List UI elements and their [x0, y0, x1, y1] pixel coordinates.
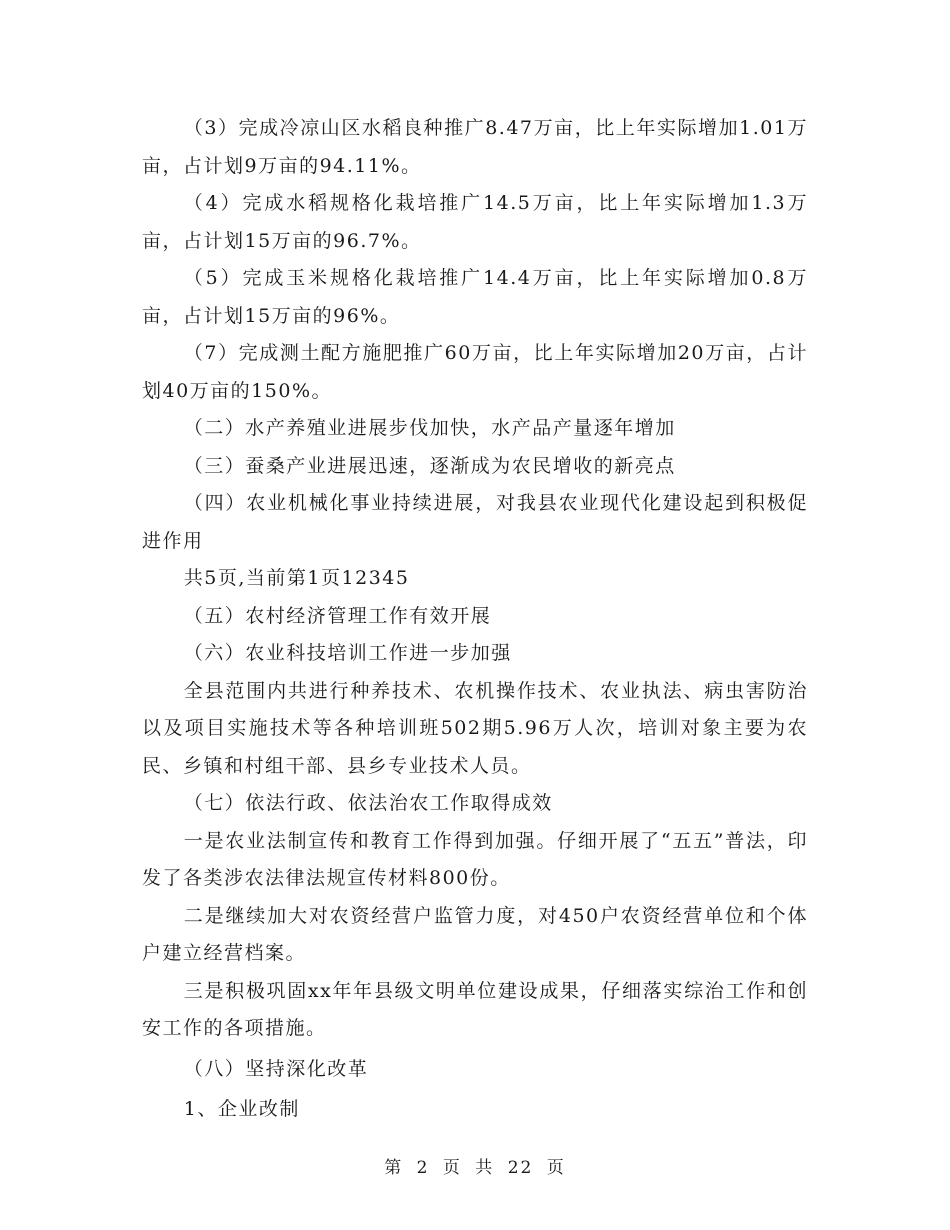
paragraph-legal-publicity: 一是农业法制宣传和教育工作得到加强。仔细开展了“五五”普法，印发了各类涉农法律法规宣传材料800份。 [142, 829, 808, 889]
paragraph-corn-cultivation: （5）完成玉米规格化栽培推广14.4万亩，比上年实际增加0.8万亩，占计划15万亩的96%。 [142, 267, 808, 327]
heading-tech-training: （六）农业科技培训工作进一步加强 [183, 642, 512, 664]
paragraph-rice-cultivation: （4）完成水稻规格化栽培推广14.5万亩，比上年实际增加1.3万亩，占计划15万亩的96.7%。 [142, 192, 808, 252]
paragraph-supervision: 二是继续加大对农资经营户监管力度，对450户农资经营单位和个体户建立经营档案。 [142, 904, 808, 964]
paragraph-training-details: 全县范围内共进行种养技术、农机操作技术、农业执法、病虫害防治以及项目实施技术等各种培训班502期5.96万人次，培训对象主要为农民、乡镇和村组干部、县乡专业技术人员。 [142, 679, 808, 777]
heading-aquaculture: （二）水产养殖业进展步伐加快，水产品产量逐年增加 [183, 417, 676, 439]
page-footer: 第 2 页 共 22 页 [384, 1158, 566, 1178]
heading-rule-of-law: （七）依法行政、依法治农工作取得成效 [183, 792, 553, 814]
document-body [142, 110, 808, 1129]
paragraph-rice-seed: （3）完成冷凉山区水稻良种推广8.47万亩，比上年实际增加1.01万亩，占计划9万亩的94.11%。 [142, 117, 808, 177]
pagination-text: 共5页,当前第1页12345 [183, 567, 410, 589]
heading-enterprise-restructuring: 1、企业改制 [183, 1098, 300, 1120]
paragraph-civilization: 三是积极巩固xx年年县级文明单位建设成果，仔细落实综治工作和创安工作的各项措施。 [142, 979, 808, 1039]
heading-sericulture: （三）蚕桑产业进展迅速，逐渐成为农民增收的新亮点 [183, 454, 676, 477]
heading-rural-economy: （五）农村经济管理工作有效开展 [183, 604, 492, 627]
heading-reform: （八）坚持深化改革 [183, 1057, 369, 1080]
paragraph-soil-fertilizer: （7）完成测土配方施肥推广60万亩，比上年实际增加20万亩，占计划40万亩的150%。 [142, 342, 808, 402]
heading-mechanization: （四）农业机械化事业持续进展，对我县农业现代化建设起到积极促进作用 [142, 492, 808, 552]
